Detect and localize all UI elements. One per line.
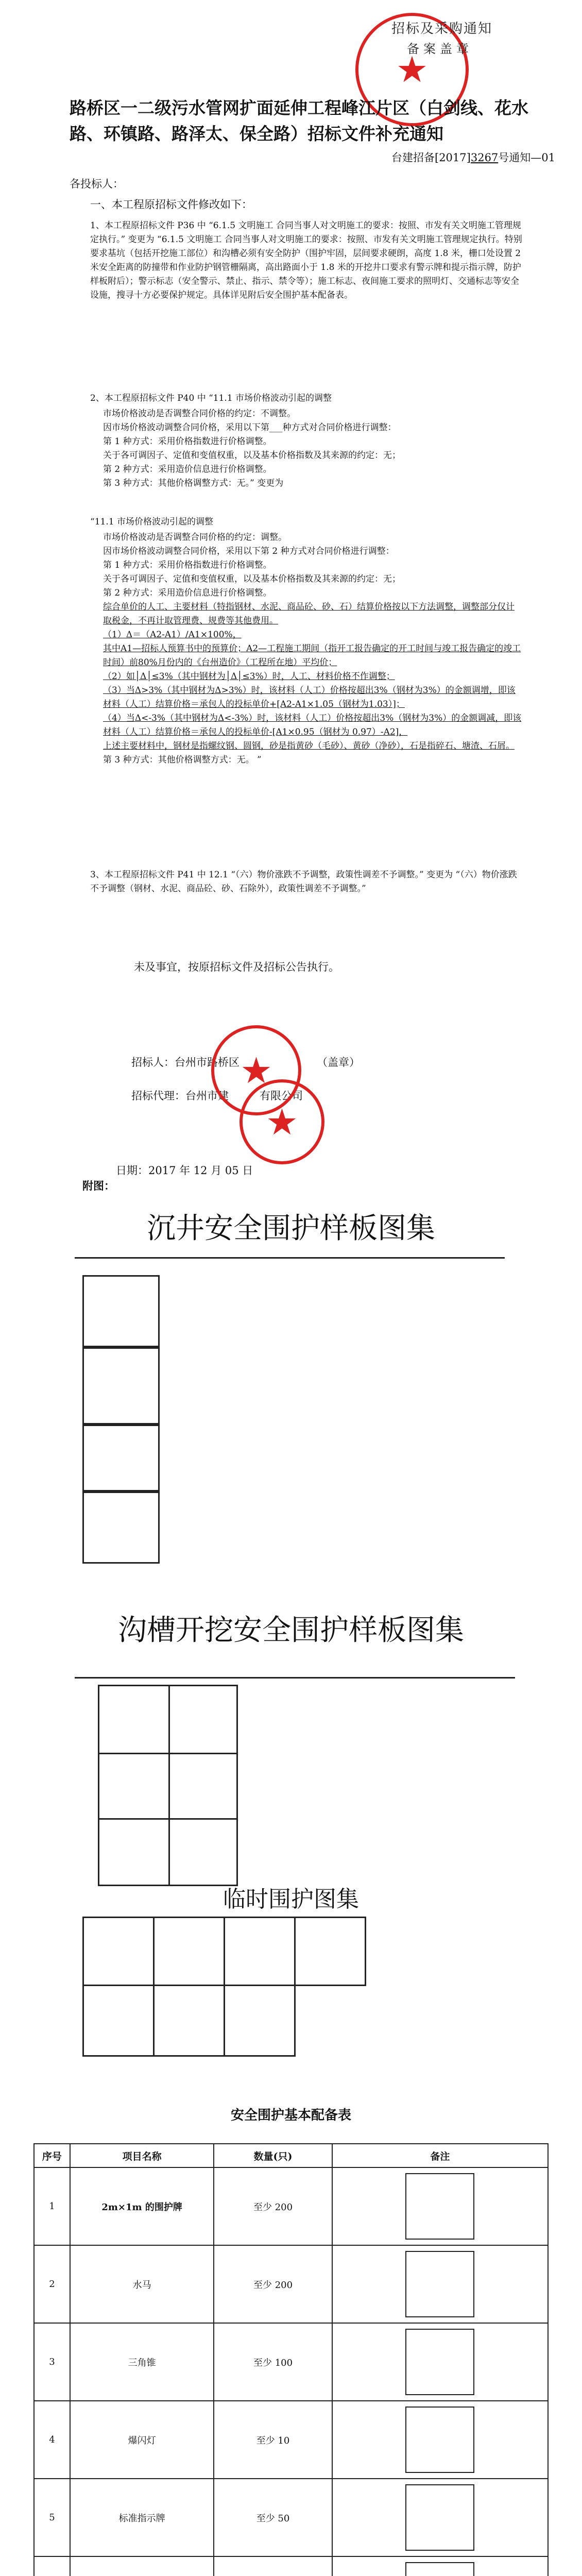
item-name: 水马 xyxy=(70,2245,214,2323)
item-photo xyxy=(332,2245,548,2323)
temporary-photo-frame xyxy=(82,1985,155,2057)
item-2-line: 第 3 种方式：其他价格调整方式：无。” 变更为 xyxy=(103,478,284,488)
item-2-new-line: （1）Δ＝（A2-A1）/A1×100%， xyxy=(103,630,242,640)
item-photo-frame xyxy=(405,2562,474,2576)
table-row xyxy=(34,2556,548,2576)
temporary-photo-frame xyxy=(224,1985,296,2057)
header-cell: 备注 xyxy=(332,2144,548,2167)
row-number: 5 xyxy=(34,2479,70,2556)
header-cell: 序号 xyxy=(34,2144,70,2167)
equipment-table xyxy=(33,2143,549,2576)
seal-star-icon: ★ xyxy=(240,1049,272,1092)
item-2-new-line: 第 3 种方式：其他价格调整方式：无。 ” xyxy=(103,755,262,765)
tenderee-label: 招标人：台州市路桥区 xyxy=(131,1056,239,1069)
item-qty: 至少 200 xyxy=(214,2245,332,2323)
trench-rule xyxy=(75,1677,515,1679)
item-photo-frame xyxy=(405,2251,474,2317)
table-row xyxy=(34,2167,548,2245)
item-2-new-line: 综合单价的人工、主要材料（特指钢材、水泥、商品砼、砂、石）结算价格按以下方法调整，调整部分仅计取税金，不再计取管理费、规费等其他费用。 xyxy=(103,602,515,626)
trench-photo-frame xyxy=(98,1818,170,1886)
temporary-photo-frame xyxy=(82,1917,155,1986)
item-2-new-line: （2）如│Δ│≤3%（其中钢材为│Δ│≤3%）时，人工、材料价格不作调整； xyxy=(103,671,395,682)
trench-photo-frame xyxy=(168,1685,238,1754)
item-2-head: 2、本工程原招标文件 P40 中 “11.1 市场价格波动引起的调整 xyxy=(90,393,332,403)
seal-star-icon: ★ xyxy=(396,48,429,91)
header-cell: 数量(只) xyxy=(214,2144,332,2167)
table-header-row xyxy=(34,2144,548,2167)
item-photo-frame xyxy=(405,2329,474,2395)
item-qty: 至少 200 xyxy=(214,2167,332,2245)
item-1: 1、本工程原招标文件 P36 中 “6.1.5 文明施工 合同当事人对文明施工的要求：按照、市发有关文明施工管理规定执行。” 变更为 “6.1.5 文明施工 合同当事人对文明施工的要求：按照、市发有关文明施工管理规定执行。特别要求基坑（包括开挖施工部位）和沟槽必须有安全防护（围护牢固，层间要求硬朗，高度 1.8 米，栅口处设置 2 米安全距离的防撞带和作业防护钢管栅隔离，高出路面小于 1.8 米的开挖井口要求有警示牌和提示指示牌，防护样板附后）；警示标志（安全警示、禁止、指示、禁令等）；施工标志、夜间施工要求的照明灯、交通标志等安全设施，搜寻十方必要保护规定。具体详见附后安全围护基本配备表。 xyxy=(90,221,522,300)
trench-photo-frame xyxy=(98,1753,170,1820)
attachment-label: 附图： xyxy=(82,1180,115,1192)
doc-no-number: 3267 xyxy=(470,151,499,164)
item-2-new-line: 关于各可调因子、定值和变值权重，以及基本价格指数及其来源的约定：无； xyxy=(103,574,401,584)
doc-no-suffix: 号通知—01 xyxy=(498,151,556,164)
item-2-new-line: （4）当Δ<-3%（其中钢材为Δ<-3%）时，该材料（人工）价格按超出3%（钢材为3%）的金额调减，即该材料（人工）结算价格＝承包人的投标单价-[A1×0.95（钢材为 0.97）-A2]， xyxy=(103,713,522,737)
table-row xyxy=(34,2401,548,2479)
table-row xyxy=(34,2323,548,2401)
intro: 一、本工程原招标文件修改如下： xyxy=(90,198,252,211)
row-number: 2 xyxy=(34,2245,70,2323)
document-number xyxy=(391,149,555,165)
item-photo xyxy=(332,2323,548,2401)
tenderee-line xyxy=(131,1054,492,1071)
temporary-photo-frame xyxy=(224,1917,296,1986)
row-number: 4 xyxy=(34,2401,70,2479)
header-cell: 项目名称 xyxy=(70,2144,214,2167)
item-name: 爆闪灯 xyxy=(70,2401,214,2479)
item-qty: 至少 50 xyxy=(214,2479,332,2556)
table-row xyxy=(34,2479,548,2556)
item-photo xyxy=(332,2401,548,2479)
row-number: 3 xyxy=(34,2323,70,2401)
item-2-new-line: 其中A1—招标人预算书中的预算价；A2—工程施工期间（指开工报告确定的开工时间与竣工报告确定的竣工时间）前80%月份内的《台州造价》（工程所在地）平均价； xyxy=(103,643,521,668)
item-2-new-lines xyxy=(103,531,523,767)
trench-photo-frame xyxy=(168,1753,238,1820)
caisson-photo-frame xyxy=(82,1425,160,1492)
item-photo xyxy=(332,2167,548,2245)
doc-no-prefix: 台建招备[2017] xyxy=(391,151,471,164)
item-2-line: 市场价格波动是否调整合同价格的约定：不调整。 xyxy=(103,409,296,419)
caisson-section-title: 沉井安全围护样板图集 xyxy=(147,1212,435,1245)
caisson-photo-frame xyxy=(82,1347,160,1425)
item-2-new-line: （3）当Δ>3%（其中钢材为Δ>3%）时，该材料（人工）价格按超出3%（钢材为3%）的金额调增，即该材料（人工）结算价格＝承包人的投标单价+[A2-A1×1.05（钢材为1.03）]； xyxy=(103,685,516,709)
item-2-new-line: 市场价格波动是否调整合同价格的约定：调整。 xyxy=(103,532,287,543)
document-title: 路桥区一二级污水管网扩面延伸工程峰江片区（白剑线、花水路、环镇路、路泽太、保全路）招标文件补充通知 xyxy=(70,98,528,144)
item-2-new-line: 上述主要材料中，钢材是指螺纹钢、圆钢，砂是指黄砂（毛砂）、黄砂（净砂），石是指碎石、塘渣、石屑。 xyxy=(103,741,515,751)
temporary-photo-frame xyxy=(153,1917,225,1986)
item-2-new-head: “11.1 市场价格波动引起的调整 xyxy=(90,517,213,527)
item-name: 2m×1m 的围护牌 xyxy=(70,2167,214,2245)
caisson-photo-frame xyxy=(82,1492,160,1564)
agent-seal xyxy=(239,1079,324,1164)
item-2-new-line: 第 2 种方式：采用造价信息进行价格调整。 xyxy=(103,588,272,598)
item-2-lines xyxy=(103,407,523,490)
item-name: 三角锥 xyxy=(70,2323,214,2401)
row-number: 1 xyxy=(34,2167,70,2245)
date: 日期：2017 年 12 月 05 日 xyxy=(116,1164,253,1177)
item-qty xyxy=(214,2556,332,2576)
item-2-line: 第 2 种方式：采用造价信息进行价格调整。 xyxy=(103,464,272,474)
agent-label: 招标代理：台州市建 xyxy=(131,1090,229,1102)
item-2-line: 关于各可调因子、定值和变值权重，以及基本价格指数及其来源的约定：无； xyxy=(103,450,401,461)
agent-suffix: 有限公司 xyxy=(260,1090,303,1102)
item-photo xyxy=(332,2479,548,2556)
item-qty: 至少 100 xyxy=(214,2323,332,2401)
seal-star-icon: ★ xyxy=(266,1100,298,1143)
item-2-line: 因市场价格波动调整合同价格，采用以下第___种方式对合同价格进行调整： xyxy=(103,422,397,433)
tenderee-suffix: （盖章） xyxy=(317,1056,360,1069)
table-row xyxy=(34,2245,548,2323)
item-3: 3、本工程原招标文件 P41 中 12.1 “（六）物价涨跌不予调整，政策性调差不予调整。” 变更为 “（六）物价涨跌不予调整（钢材、水泥、商品砼、砂、石除外），政策性调差不予调整。” xyxy=(90,870,517,894)
item-2-line: 第 1 种方式：采用价格指数进行价格调整。 xyxy=(103,436,272,447)
temporary-photo-frame xyxy=(153,1985,225,2057)
item-qty: 至少 10 xyxy=(214,2401,332,2479)
temporary-section-title: 临时围护图集 xyxy=(223,1886,359,1912)
item-photo-frame xyxy=(405,2173,474,2240)
trench-section-title: 沟槽开挖安全围护样板图集 xyxy=(118,1614,464,1647)
trench-photo-frame xyxy=(168,1818,238,1886)
row-number xyxy=(34,2556,70,2576)
item-2-new-line: 第 1 种方式：采用价格指数进行价格调整。 xyxy=(103,560,272,570)
item-photo-frame xyxy=(405,2484,474,2551)
caisson-photo-frame xyxy=(82,1275,160,1347)
item-name: 标准指示牌 xyxy=(70,2479,214,2556)
item-photo xyxy=(332,2556,548,2576)
closing: 未及事宜，按原招标文件及招标公告执行。 xyxy=(134,961,339,973)
stamp-line-2: 备案盖章 xyxy=(407,42,473,56)
item-photo-frame xyxy=(405,2406,474,2473)
trench-photo-frame xyxy=(98,1685,170,1754)
temporary-photo-frame xyxy=(294,1917,366,1986)
caisson-rule xyxy=(75,1257,505,1259)
greeting: 各投标人： xyxy=(70,178,124,190)
stamp-line-1: 招标及采购通知 xyxy=(391,21,493,37)
item-name xyxy=(70,2556,214,2576)
item-2-new-line: 因市场价格波动调整合同价格，采用以下第 2 种方式对合同价格进行调整： xyxy=(103,546,395,556)
equipment-table-title: 安全围护基本配备表 xyxy=(230,2108,351,2123)
